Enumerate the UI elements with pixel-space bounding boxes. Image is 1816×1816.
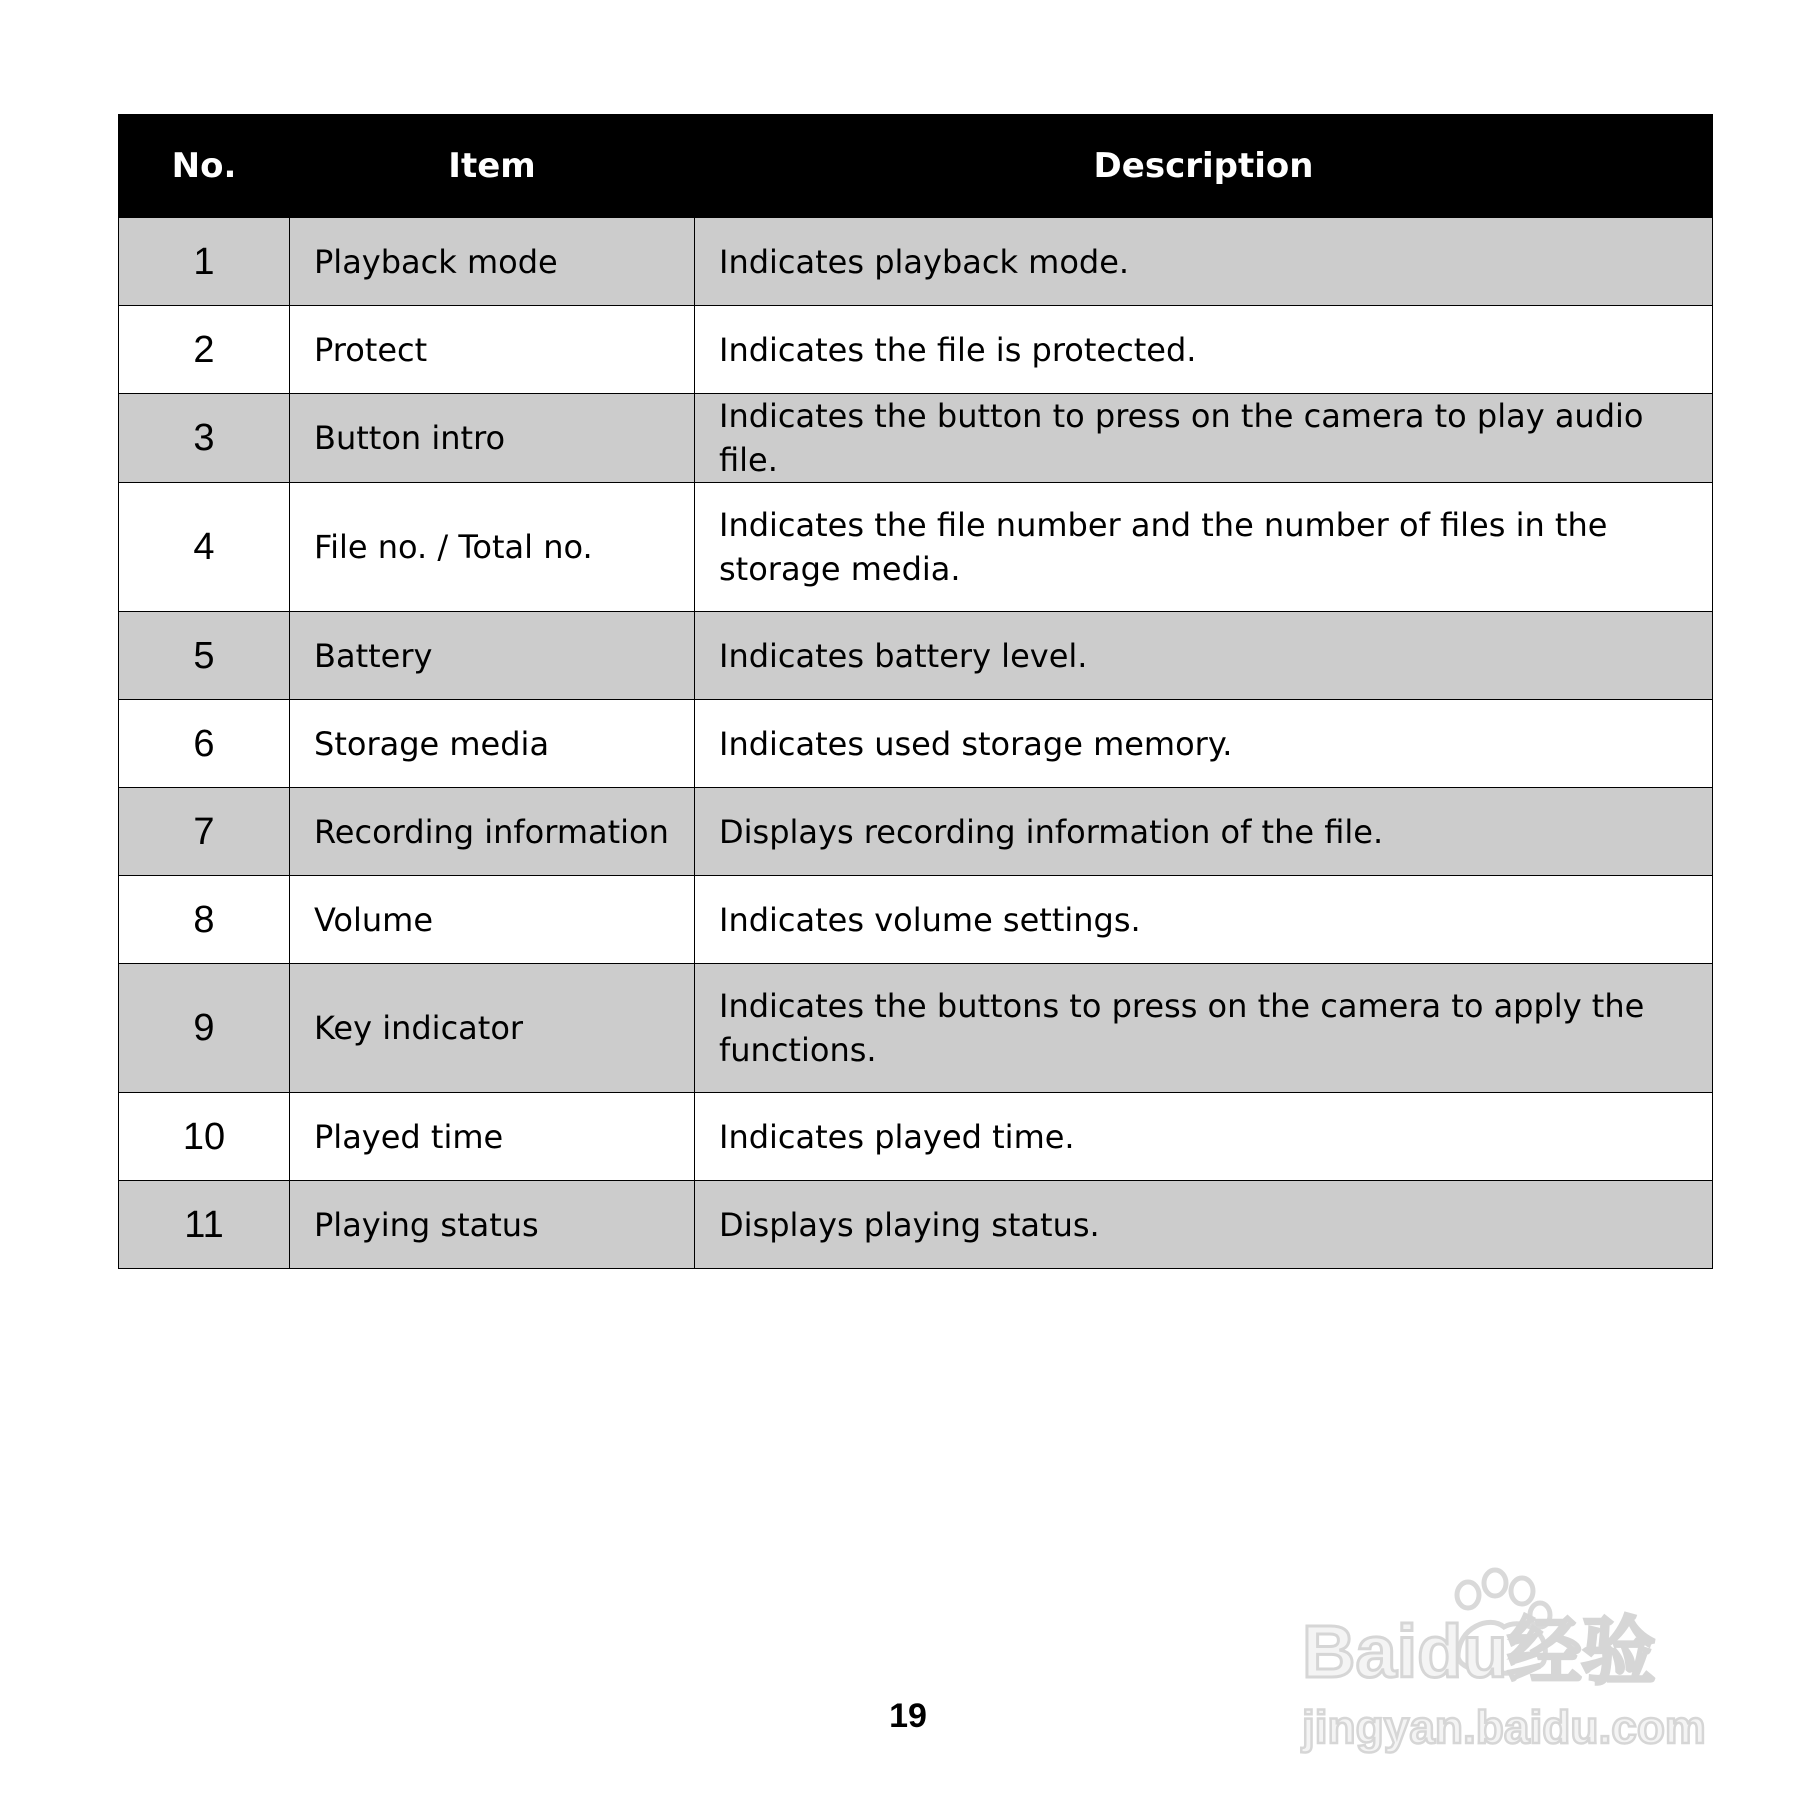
row-item: Volume bbox=[290, 876, 695, 964]
watermark-brand: Baidu经验 bbox=[1302, 1610, 1656, 1693]
items-table bbox=[118, 114, 1713, 1269]
row-description: Indicates volume settings. bbox=[695, 876, 1713, 964]
row-no: 10 bbox=[119, 1093, 290, 1181]
table-row bbox=[119, 700, 1713, 788]
row-item: Storage media bbox=[290, 700, 695, 788]
row-description: Indicates the buttons to press on the camera to apply the functions. bbox=[695, 964, 1713, 1093]
table-row bbox=[119, 1181, 1713, 1269]
row-no: 8 bbox=[119, 876, 290, 964]
row-no: 7 bbox=[119, 788, 290, 876]
row-description: Displays recording information of the file. bbox=[695, 788, 1713, 876]
page-number: 19 bbox=[889, 1697, 927, 1735]
row-description: Indicates battery level. bbox=[695, 612, 1713, 700]
header-no: No. bbox=[119, 115, 290, 218]
row-description: Indicates the file number and the number of files in the storage media. bbox=[695, 483, 1713, 612]
row-no: 1 bbox=[119, 218, 290, 306]
table-row bbox=[119, 394, 1713, 483]
row-item: Key indicator bbox=[290, 964, 695, 1093]
table-row bbox=[119, 612, 1713, 700]
header-description: Description bbox=[695, 115, 1713, 218]
row-item: Playback mode bbox=[290, 218, 695, 306]
row-no: 11 bbox=[119, 1181, 290, 1269]
row-item: Protect bbox=[290, 306, 695, 394]
baidu-jingyan-watermark bbox=[1290, 1565, 1730, 1765]
row-item: Button intro bbox=[290, 394, 695, 483]
table-header-row bbox=[119, 115, 1713, 218]
header-item: Item bbox=[290, 115, 695, 218]
row-description: Indicates used storage memory. bbox=[695, 700, 1713, 788]
row-item: Playing status bbox=[290, 1181, 695, 1269]
row-no: 9 bbox=[119, 964, 290, 1093]
row-no: 6 bbox=[119, 700, 290, 788]
table-row bbox=[119, 1093, 1713, 1181]
row-description: Displays playing status. bbox=[695, 1181, 1713, 1269]
row-description: Indicates playback mode. bbox=[695, 218, 1713, 306]
row-description: Indicates the file is protected. bbox=[695, 306, 1713, 394]
row-no: 3 bbox=[119, 394, 290, 483]
table-row bbox=[119, 483, 1713, 612]
row-no: 2 bbox=[119, 306, 290, 394]
watermark-url: jingyan.baidu.com bbox=[1302, 1701, 1706, 1753]
row-description: Indicates played time. bbox=[695, 1093, 1713, 1181]
table-row bbox=[119, 876, 1713, 964]
row-description: Indicates the button to press on the camera to play audio file. bbox=[695, 394, 1713, 483]
table-row bbox=[119, 964, 1713, 1093]
row-no: 4 bbox=[119, 483, 290, 612]
row-item: Battery bbox=[290, 612, 695, 700]
row-item: Played time bbox=[290, 1093, 695, 1181]
table-row bbox=[119, 218, 1713, 306]
row-item: File no. / Total no. bbox=[290, 483, 695, 612]
row-item: Recording information bbox=[290, 788, 695, 876]
table-row bbox=[119, 306, 1713, 394]
table-row bbox=[119, 788, 1713, 876]
row-no: 5 bbox=[119, 612, 290, 700]
